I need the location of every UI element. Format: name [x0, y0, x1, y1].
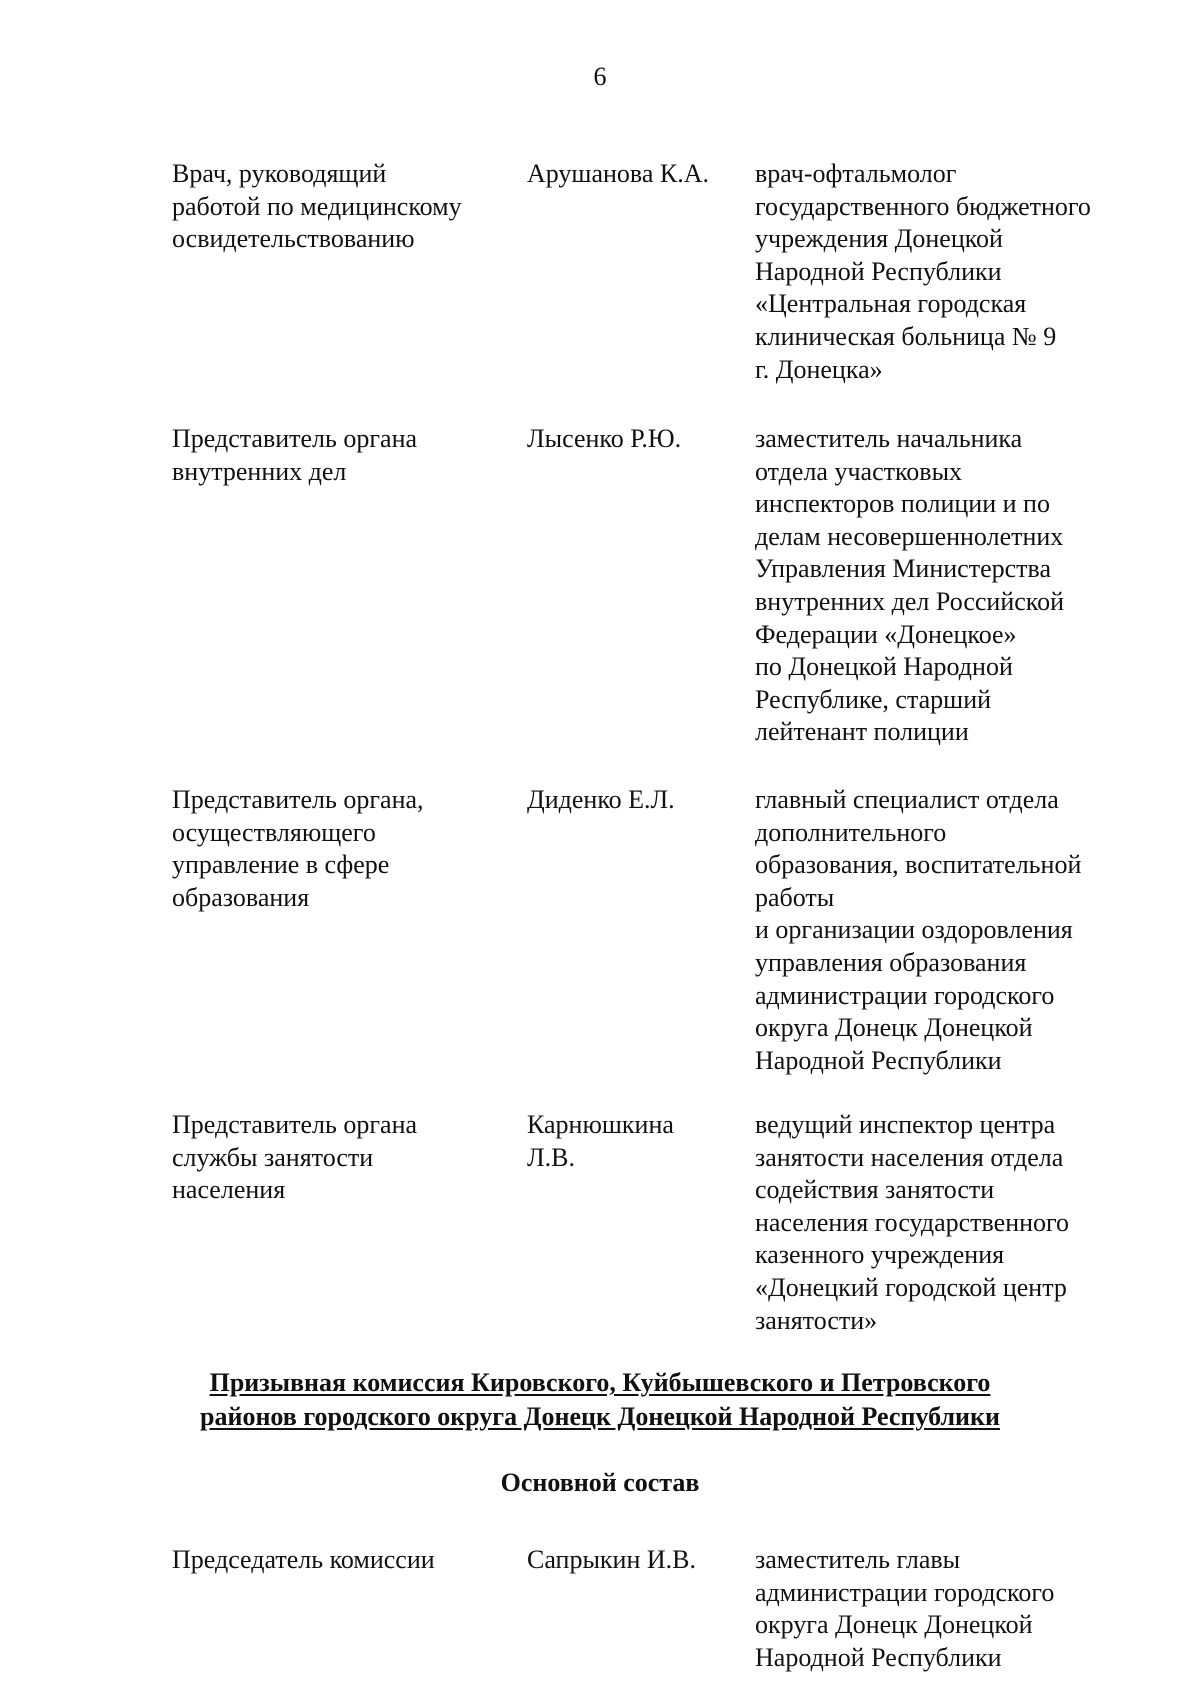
member-name: Арушанова К.А. — [527, 159, 709, 188]
member-name: Лысенко Р.Ю. — [527, 424, 682, 453]
page-number: 6 — [593, 62, 607, 91]
member-role: Представитель органа внутренних дел — [172, 424, 418, 486]
member-name: Карнюшкина Л.В. — [527, 1110, 674, 1172]
commission-title: Призывная комиссия Кировского, Куйбышевского и Петровского районов городского округа Донецк Донецкой Народной Республики — [200, 1368, 1000, 1431]
member-name: Сапрыкин И.В. — [527, 1545, 696, 1574]
member-role: Председатель комиссии — [172, 1545, 435, 1574]
member-position: заместитель главы администрации городского округа Донецк Донецкой Народной Республики — [755, 1545, 1055, 1672]
member-position: главный специалист отдела дополнительного образования, воспитательной работы и организации оздоровления управления образования администрации городского округа Донецк Донецкой Народной Республики — [755, 785, 1082, 1075]
member-role: Представитель органа службы занятости населения — [172, 1110, 418, 1205]
member-position: врач-офтальмолог государственного бюджетного учреждения Донецкой Народной Республики «Центральная городская клиническая больница № 9 г. Донецка» — [755, 159, 1091, 384]
member-name: Диденко Е.Л. — [527, 785, 675, 814]
member-position: заместитель начальника отдела участковых инспекторов полиции и по делам несовершеннолетних Управления Министерства внутренних дел Российской Федерации «Донецкое» по Донецкой Народной Республике, старший лейтенант полиции — [755, 424, 1065, 747]
member-role: Представитель органа, осуществляющего управление в сфере образования — [172, 785, 424, 912]
member-position: ведущий инспектор центра занятости населения отдела содействия занятости населения государственного казенного учреждения «Донецкий городской центр занятости» — [755, 1110, 1070, 1335]
subsection-title: Основной состав — [500, 1468, 700, 1497]
member-role: Врач, руководящий работой по медицинскому освидетельствованию — [172, 159, 462, 254]
